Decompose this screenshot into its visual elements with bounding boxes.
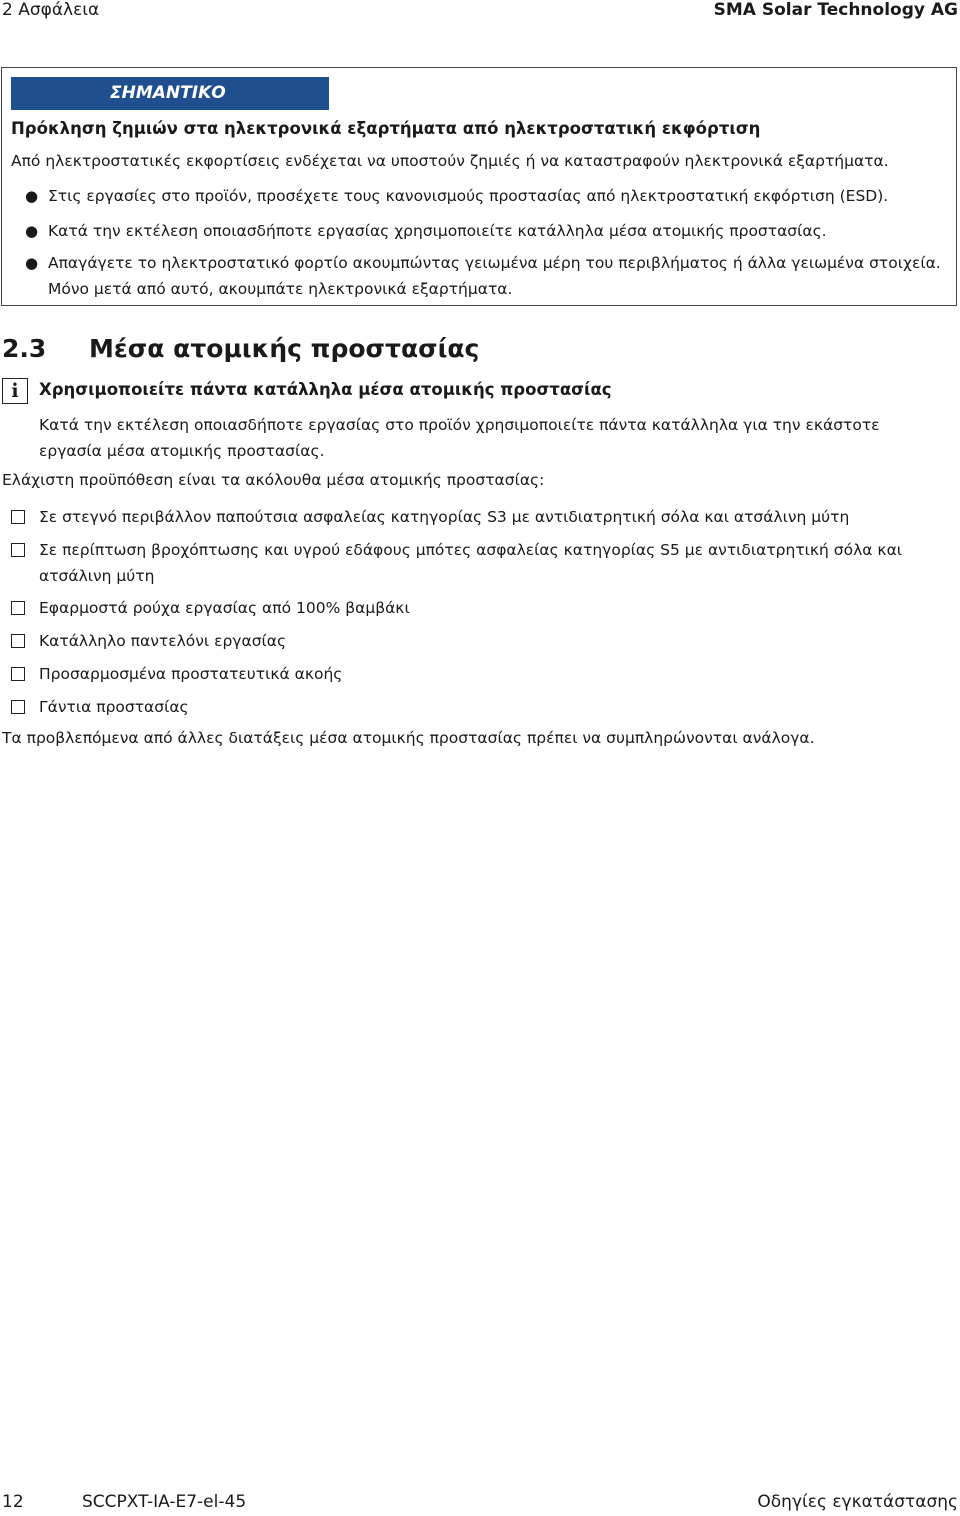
footer-document-code: SCCPXT-IA-E7-el-45 [82, 1492, 247, 1512]
info-icon: i [2, 378, 28, 404]
section-number: 2.3 [2, 334, 47, 363]
requirements-intro: Ελάχιστη προϋπόθεση είναι τα ακόλουθα μέσα ατομικής προστασίας: [2, 471, 545, 489]
closing-note: Τα προβλεπόμενα από άλλες διατάξεις μέσα ατομικής προστασίας πρέπει να συμπληρώνονται ανάλογα. [2, 729, 815, 747]
important-notice-box: ΣΗΜΑΝΤΙΚΟ Πρόκληση ζημιών στα ηλεκτρονικά εξαρτήματα από ηλεκτροστατική εκφόρτιση Από ηλεκτροστατικές εκφορτίσεις ενδέχεται να υποστούν ζημιές ή να καταστραφούν ηλεκτρονικά εξαρτήματα. ● Στις εργασίες στο προϊόν, προσέχετε τους κανονισμούς προστασίας από ηλεκτροστατική εκφόρτιση (ESD). ● Κατά την εκτέλεση οποιασδήποτε εργασίας χρησιμοποιείτε κατάλληλα μέσα ατομικής προστασίας. ● Απαγάγετε το ηλεκτροστατικό φορτίο ακουμπώντας γειωμένα μέρη του περιβλήματος ή άλλα γειωμένα στοιχεία. Μόνο μετά από αυτό, ακουμπάτε ηλεκτρονικά εξαρτήματα. [1, 67, 957, 306]
info-title: Χρησιμοποιείτε πάντα κατάλληλα μέσα ατομικής προστασίας [39, 380, 612, 399]
running-header-company: SMA Solar Technology AG [713, 0, 958, 20]
checkbox-icon [11, 601, 25, 615]
notice-title: Πρόκληση ζημιών στα ηλεκτρονικά εξαρτήματα από ηλεκτροστατική εκφόρτιση [11, 119, 761, 138]
info-body: Κατά την εκτέλεση οποιασδήποτε εργασίας στο προϊόν χρησιμοποιείτε πάντα κατάλληλα για την εκάστοτε εργασία μέσα ατομικής προστασίας. [39, 416, 880, 460]
checkbox-icon [11, 510, 25, 524]
bullet-icon: ● [25, 222, 39, 240]
checkbox-icon [11, 700, 25, 714]
footer-document-type: Οδηγίες εγκατάστασης [757, 1492, 958, 1512]
notice-intro: Από ηλεκτροστατικές εκφορτίσεις ενδέχεται να υποστούν ζημιές ή να καταστραφούν ηλεκτρονικά εξαρτήματα. [11, 152, 889, 170]
checkbox-icon [11, 667, 25, 681]
bullet-icon: ● [25, 254, 39, 272]
footer-page-number: 12 [2, 1492, 24, 1512]
bullet-icon: ● [25, 187, 39, 205]
notice-label: ΣΗΜΑΝΤΙΚΟ [11, 77, 329, 110]
section-title: Μέσα ατομικής προστασίας [89, 334, 480, 363]
checkbox-icon [11, 543, 25, 557]
running-header-chapter: 2 Ασφάλεια [2, 0, 100, 20]
checkbox-icon [11, 634, 25, 648]
